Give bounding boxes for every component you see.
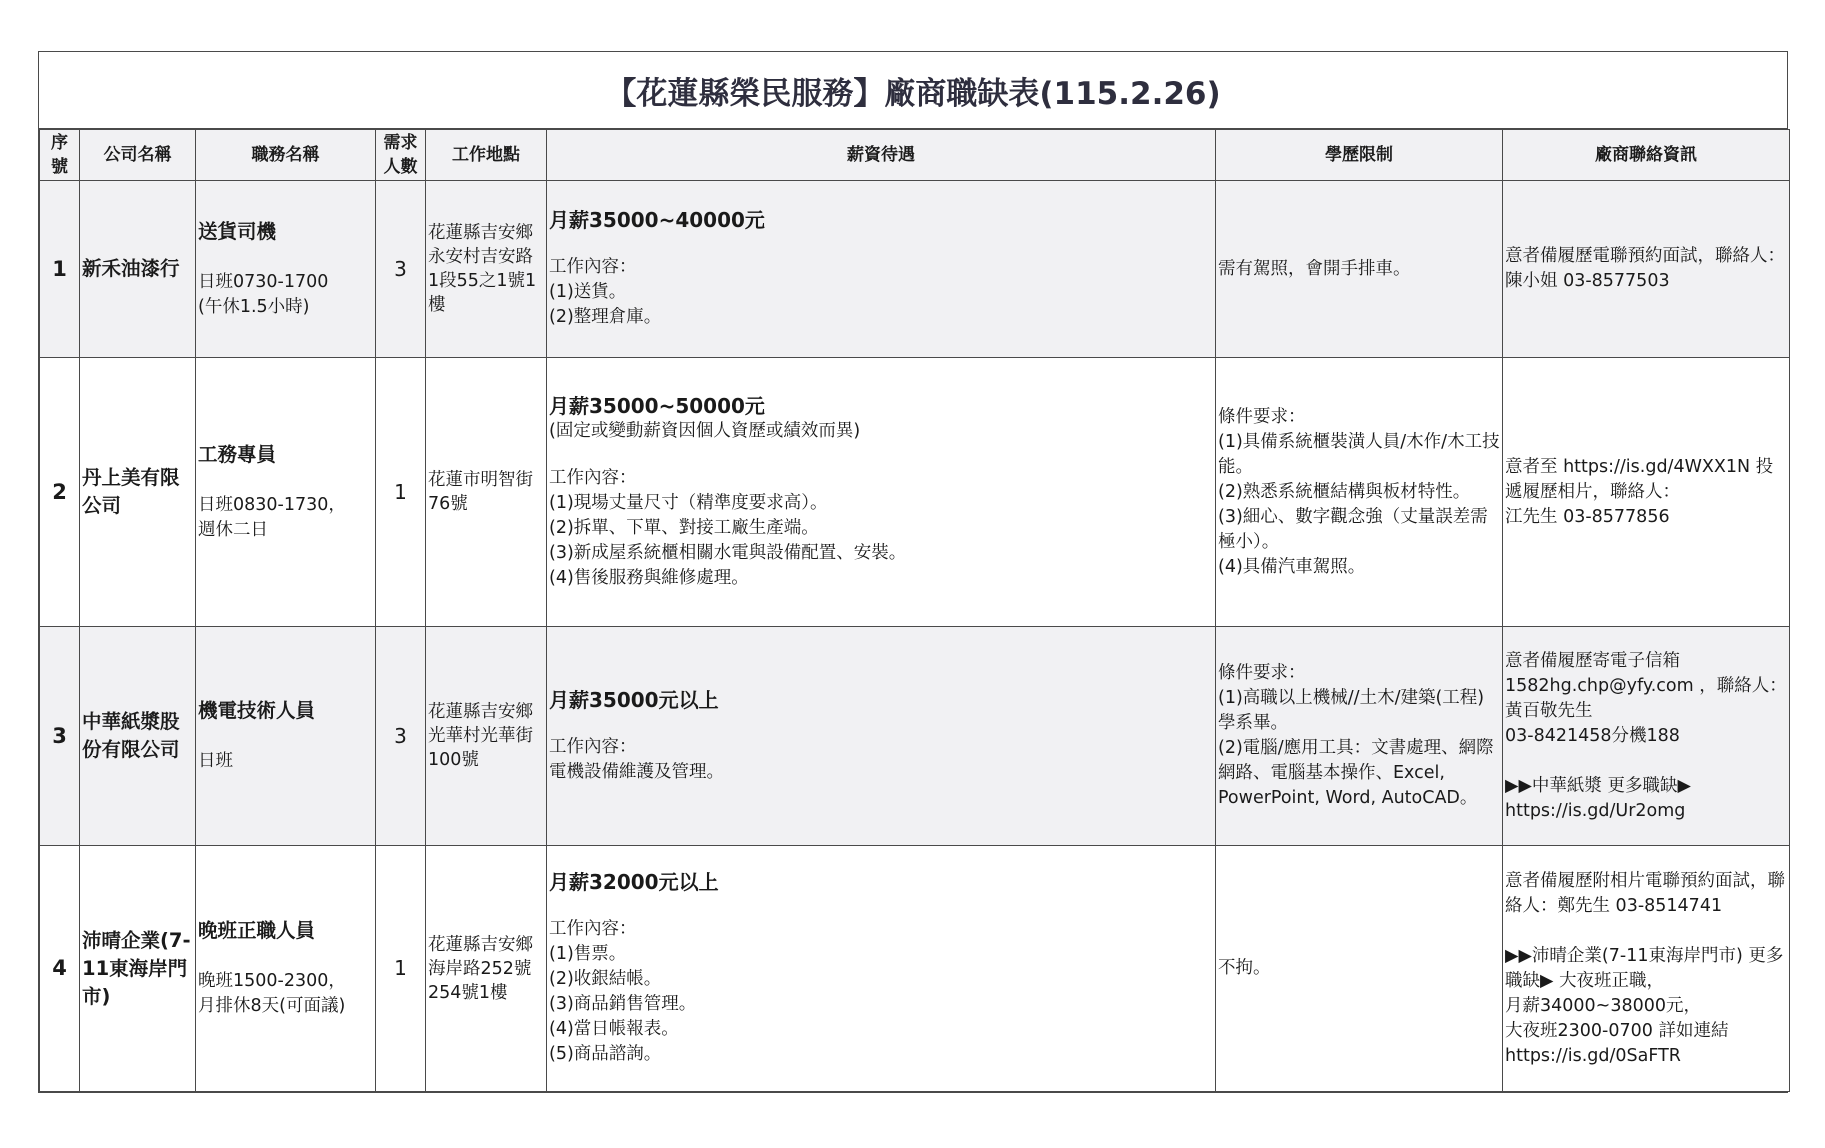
job-duties: 工作內容： (1)送貨。 (2)整理倉庫。 (549, 257, 662, 327)
header-location: 工作地點 (426, 130, 547, 181)
company-name: 丹上美有限公司 (80, 358, 196, 627)
job-cell (196, 846, 376, 1092)
job-shift: 晚班1500-2300， 月排休8天(可面議) (198, 971, 346, 1016)
row-number: 1 (40, 181, 80, 358)
headcount: 3 (376, 627, 426, 846)
row-number: 2 (40, 358, 80, 627)
company-name: 新禾油漆行 (80, 181, 196, 358)
header-education: 學歷限制 (1216, 130, 1503, 181)
job-cell (196, 627, 376, 846)
salary-amount: 月薪32000元以上 (549, 870, 719, 894)
job-duties: 工作內容： 電機設備維護及管理。 (549, 736, 724, 782)
row-number: 3 (40, 627, 80, 846)
job-table (39, 129, 1790, 1092)
header-salary: 薪資待遇 (547, 130, 1216, 181)
table-row (40, 358, 1790, 627)
education-requirement: 條件要求： (1)具備系統櫃裝潢人員/木作/木工技能。 (2)熟悉系統櫃結構與板材特性。 (3)細心、數字觀念強（丈量誤差需極小）。 (4)具備汽車駕照。 (1216, 358, 1503, 627)
salary-note: (固定或變動薪資因個人資歷或績效而異) (549, 420, 861, 441)
header-company: 公司名稱 (80, 130, 196, 181)
job-listing-sheet (38, 51, 1788, 1093)
headcount: 3 (376, 181, 426, 358)
header-job-title: 職務名稱 (196, 130, 376, 181)
table-row (40, 846, 1790, 1092)
salary-cell (547, 358, 1216, 627)
header-contact: 廠商聯絡資訊 (1503, 130, 1790, 181)
company-name: 中華紙漿股份有限公司 (80, 627, 196, 846)
job-title: 晚班正職人員 (198, 919, 316, 942)
work-location: 花蓮縣吉安鄉永安村吉安路1段55之1號1樓 (426, 181, 547, 358)
job-duties: 工作內容： (1)售票。 (2)收銀結帳。 (3)商品銷售管理。 (4)當日帳報表。 (5)商品諮詢。 (549, 919, 697, 1064)
company-name: 沛晴企業(7-11東海岸門市) (80, 846, 196, 1092)
job-cell (196, 358, 376, 627)
contact-info: 意者備履歷附相片電聯預約面試，聯絡人：鄭先生 03-8514741 ▶▶沛晴企業(7-11東海岸門市) 更多職缺▶ 大夜班正職， 月薪34000~38000元， 大夜班2300-0700 詳如連結 https://is.gd/0SaFTR (1503, 846, 1790, 1092)
salary-cell (547, 627, 1216, 846)
work-location: 花蓮市明智街76號 (426, 358, 547, 627)
job-cell (196, 181, 376, 358)
job-duties: 工作內容： (1)現場丈量尺寸（精準度要求高）。 (2)拆單、下單、對接工廠生產端。 (3)新成屋系統櫃相關水電與設備配置、安裝。 (4)售後服務與維修處理。 (549, 467, 907, 588)
header-row (40, 130, 1790, 181)
job-shift: 日班 (198, 751, 233, 771)
salary-amount: 月薪35000~50000元 (549, 393, 765, 418)
education-requirement: 條件要求： (1)高職以上機械//土木/建築(工程)學系畢。 (2)電腦/應用工具：文書處理、網際網路、電腦基本操作、Excel, PowerPoint, Word, AutoCAD。 (1216, 627, 1503, 846)
job-shift: 日班0730-1700 (午休1.5小時) (198, 271, 329, 317)
page-title: 【花蓮縣榮民服務】廠商職缺表(115.2.26) (39, 52, 1787, 129)
salary-amount: 月薪35000元以上 (549, 687, 719, 712)
salary-cell (547, 181, 1216, 358)
education-requirement: 需有駕照，會開手排車。 (1216, 181, 1503, 358)
job-title: 送貨司機 (198, 219, 277, 243)
headcount: 1 (376, 846, 426, 1092)
header-need: 需求 人數 (376, 130, 426, 181)
contact-info: 意者至 https://is.gd/4WXX1N 投遞履歷相片，聯絡人： 江先生 03-8577856 (1503, 358, 1790, 627)
contact-info: 意者備履歷電聯預約面試，聯絡人：陳小姐 03-8577503 (1503, 181, 1790, 358)
headcount: 1 (376, 358, 426, 627)
job-title: 工務專員 (198, 442, 277, 466)
job-title: 機電技術人員 (198, 699, 316, 722)
contact-info: 意者備履歷寄電子信箱1582hg.chp@yfy.com ，聯絡人：黃百敬先生 03-8421458分機188 ▶▶中華紙漿 更多職缺▶ https://is.gd/Ur2omg (1503, 627, 1790, 846)
salary-amount: 月薪35000~40000元 (549, 208, 765, 232)
row-number: 4 (40, 846, 80, 1092)
work-location: 花蓮縣吉安鄉海岸路252號254號1樓 (426, 846, 547, 1092)
work-location: 花蓮縣吉安鄉光華村光華街100號 (426, 627, 547, 846)
table-row (40, 181, 1790, 358)
header-no: 序 號 (40, 130, 80, 181)
salary-cell (547, 846, 1216, 1092)
job-shift: 日班0830-1730， 週休二日 (198, 494, 346, 540)
table-row (40, 627, 1790, 846)
education-requirement: 不拘。 (1216, 846, 1503, 1092)
